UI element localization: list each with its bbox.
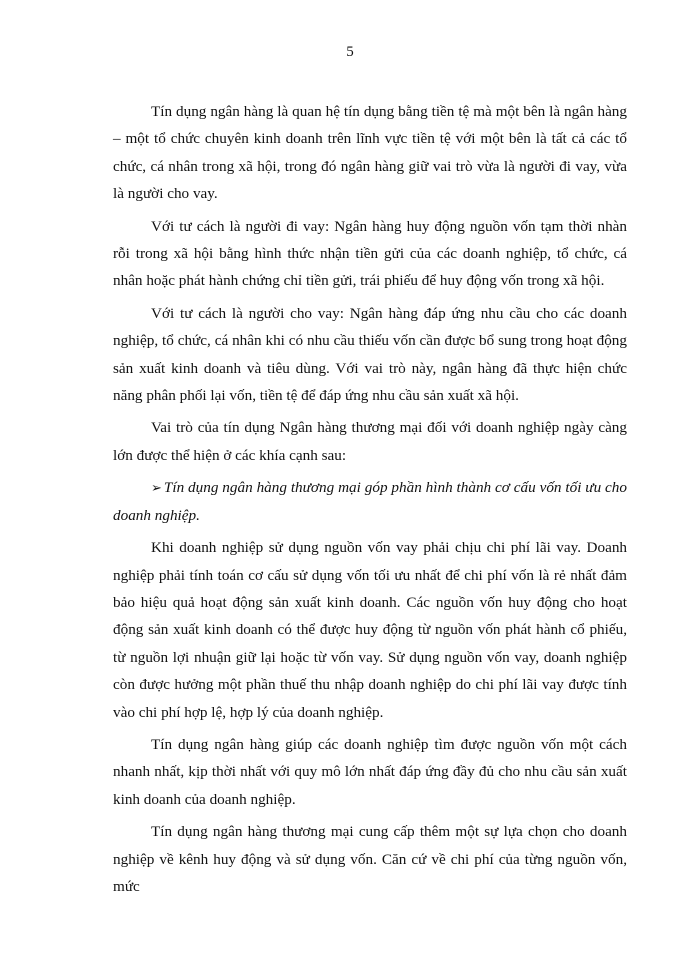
paragraph-bank-as-lender: Với tư cách là người cho vay: Ngân hàng đáp ứng nhu cầu cho các doanh nghiệp, tổ chức, cá nhân khi có nhu cầu thiếu vốn cần được bổ sung trong hoạt động sản xuất kinh doanh và tiêu dùng. Với vai trò này, ngân hàng đã thực hiện chức năng phân phối lại vốn, tiền tệ để đáp ứng nhu cầu sản xuất xã hội. [113,304,627,405]
document-body [113,98,627,905]
section-heading [113,474,627,529]
page-number: 5 [346,44,354,60]
paragraph-additional-choice: Tín dụng ngân hàng thương mại cung cấp thêm một sự lựa chọn cho doanh nghiệp về kênh huy động và sử dụng vốn. Căn cứ về chi phí của từng nguồn vốn, mức [113,823,627,895]
section-heading-text: Tín dụng ngân hàng thương mại góp phần hình thành cơ cấu vốn tối ưu cho doanh nghiệp. [113,479,627,524]
paragraph-fast-capital: Tín dụng ngân hàng giúp các doanh nghiệp tìm được nguồn vốn một cách nhanh nhất, kịp thời nhất với quy mô lớn nhất đáp ứng đầy đủ cho nhu cầu sản xuất kinh doanh của doanh nghiệp. [113,735,627,808]
arrow-bullet-icon: ➢ [151,480,162,496]
paragraph-role-intro: Vai trò của tín dụng Ngân hàng thương mại đối với doanh nghiệp ngày càng lớn được thể hiện ở các khía cạnh sau: [113,419,627,464]
paragraph-bank-as-borrower: Với tư cách là người đi vay: Ngân hàng huy động nguồn vốn tạm thời nhàn rỗi trong xã hội bằng hình thức nhận tiền gửi của các doanh nghiệp, tổ chức, cá nhân hoặc phát hành chứng chỉ tiền gửi, trái phiếu để huy động vốn trong xã hội. [113,217,627,290]
paragraph-bank-credit-definition: Tín dụng ngân hàng là quan hệ tín dụng bằng tiền tệ mà một bên là ngân hàng – một tổ chức chuyên kinh doanh trên lĩnh vực tiền tệ với một bên là tất cả các tổ chức, cá nhân trong xã hội, trong đó ngân hàng giữ vai trò vừa là người đi vay, vừa là người cho vay. [113,103,627,203]
paragraph-loan-interest-cost: Khi doanh nghiệp sử dụng nguồn vốn vay phải chịu chi phí lãi vay. Doanh nghiệp phải tính toán cơ cấu sử dụng vốn tối ưu nhất để chi phí vốn là rẻ nhất đảm bảo hiệu quả hoạt động sản xuất kinh doanh. Các nguồn vốn huy động cho hoạt động sản xuất kinh doanh có thể được huy động từ nguồn vốn phát hành cổ phiếu, từ nguồn lợi nhuận giữ lại hoặc từ vốn vay. Sử dụng nguồn vốn vay, doanh nghiệp còn được hưởng một phần thuế thu nhập doanh nghiệp do chi phí lãi vay được tính vào chi phí hợp lệ, hợp lý của doanh nghiệp. [113,539,627,721]
